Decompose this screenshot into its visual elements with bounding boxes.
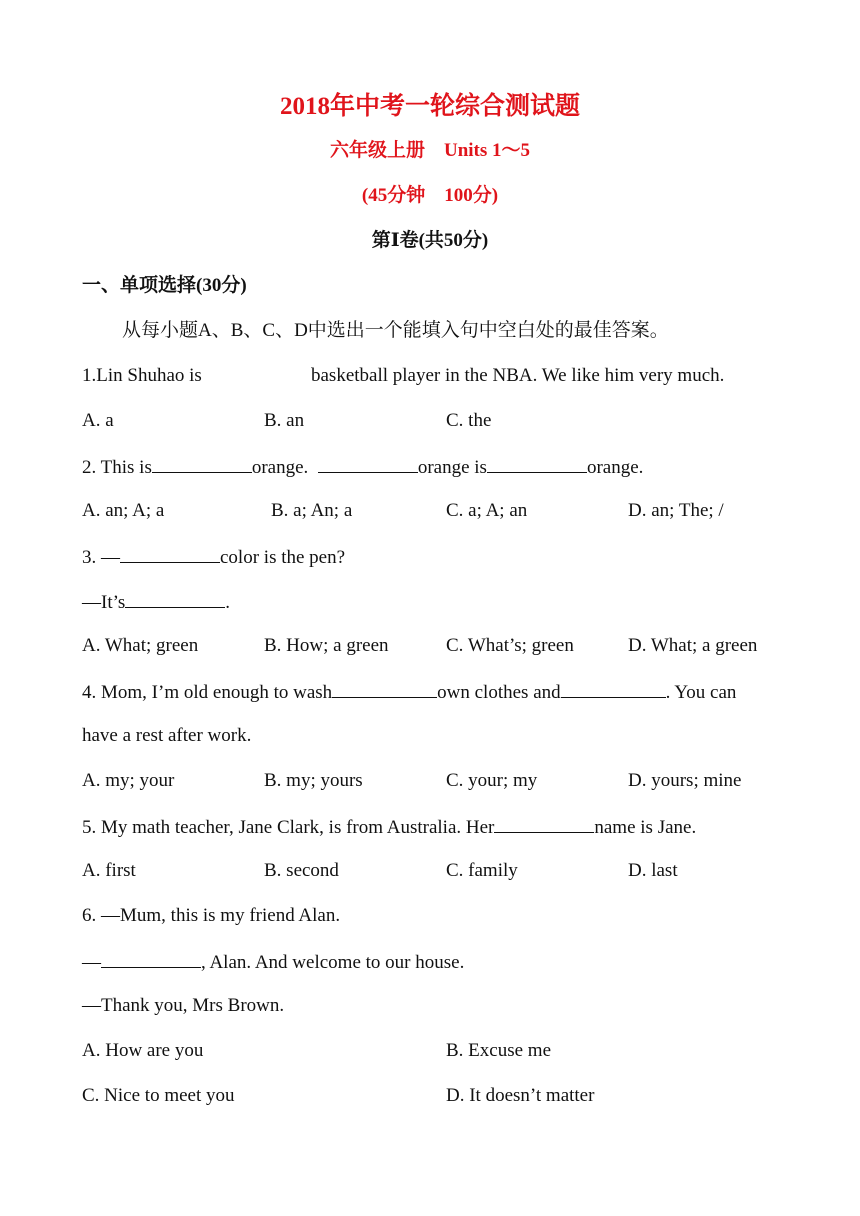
answer-blank[interactable] (332, 679, 437, 698)
question-2-option-d[interactable]: D. an; The; / (628, 500, 724, 521)
answer-blank[interactable] (152, 454, 252, 473)
answer-blank[interactable] (101, 949, 201, 968)
question-6-reply-text: , Alan. And welcome to our house. (201, 952, 465, 973)
question-4-text-1: 4. Mom, I’m old enough to wash (82, 682, 333, 703)
question-6-option-d[interactable]: D. It doesn’t matter (446, 1085, 595, 1106)
question-3-option-b[interactable]: B. How; a green (264, 635, 389, 656)
question-1-option-b[interactable]: B. an (264, 410, 305, 431)
answer-blank[interactable] (561, 679, 666, 698)
answer-blank[interactable] (494, 814, 594, 833)
question-3-option-a[interactable]: A. What; green (82, 635, 199, 656)
question-5-option-b[interactable]: B. second (264, 860, 339, 881)
question-6-option-c[interactable]: C. Nice to meet you (82, 1085, 235, 1106)
question-4-option-d[interactable]: D. yours; mine (628, 770, 742, 791)
question-1-option-c[interactable]: C. the (446, 410, 492, 431)
exam-title: 2018年中考一轮综合测试题 (279, 93, 580, 120)
answer-blank[interactable] (125, 589, 225, 608)
answer-blank[interactable] (487, 454, 587, 473)
answer-blank[interactable] (120, 544, 220, 563)
question-5-option-c[interactable]: C. family (446, 860, 518, 881)
question-6-response: —Thank you, Mrs Brown. (82, 995, 285, 1016)
question-4-option-c[interactable]: C. your; my (446, 770, 538, 791)
question-4-stem (82, 679, 736, 705)
question-3-reply (82, 589, 230, 615)
question-6-stem: 6. —Mum, this is my friend Alan. (82, 905, 341, 926)
question-4-option-b[interactable]: B. my; yours (264, 770, 363, 791)
question-1-stem-b: basketball player in the NBA. We like him very much. (311, 365, 725, 386)
question-6-reply (82, 949, 464, 975)
section-instruction: 从每小题A、B、C、D中选出一个能填入句中空白处的最佳答案。 (122, 320, 669, 341)
volume-heading: 第Ⅰ卷(共50分) (371, 230, 489, 251)
question-5-text-1: 5. My math teacher, Jane Clark, is from Australia. Her (82, 817, 495, 838)
question-4-stem-cont: have a rest after work. (82, 725, 252, 746)
question-1-stem-a: 1.Lin Shuhao is (82, 365, 202, 386)
question-6-option-b[interactable]: B. Excuse me (446, 1040, 552, 1061)
exam-time-score: (45分钟 100分) (361, 185, 499, 206)
question-3-stem (82, 544, 345, 570)
question-2-text-1: 2. This is (82, 457, 152, 478)
question-1-stem (82, 364, 202, 388)
question-2-text-4: orange. (586, 457, 644, 478)
question-6-option-a[interactable]: A. How are you (82, 1040, 204, 1061)
question-2-option-c[interactable]: C. a; A; an (446, 500, 528, 521)
question-3-reply-end: . (225, 592, 231, 613)
question-3-reply-text: —It’s (82, 592, 126, 613)
answer-blank[interactable] (318, 454, 418, 473)
question-5-option-a[interactable]: A. first (82, 860, 136, 881)
question-2-stem (82, 454, 643, 480)
question-3-option-c[interactable]: C. What’s; green (446, 635, 574, 656)
question-6-reply-dash: — (82, 952, 101, 973)
question-2-text-2: orange. (251, 457, 309, 478)
question-2-option-b[interactable]: B. a; An; a (271, 500, 353, 521)
question-5-stem (82, 814, 696, 840)
question-4-text-2: own clothes and (437, 682, 561, 703)
section-title: 一、单项选择(30分) (82, 275, 247, 296)
question-5-option-d[interactable]: D. last (628, 860, 678, 881)
question-4-text-3: . You can (665, 682, 737, 703)
question-4-option-a[interactable]: A. my; your (82, 770, 175, 791)
question-2-text-3: orange is (417, 457, 487, 478)
question-3-text-1: 3. — (82, 547, 120, 568)
question-1-option-a[interactable]: A. a (82, 410, 114, 431)
question-3-text-2: color is the pen? (220, 547, 346, 568)
question-5-text-2: name is Jane. (594, 817, 697, 838)
question-2-option-a[interactable]: A. an; A; a (82, 500, 165, 521)
question-3-option-d[interactable]: D. What; a green (628, 635, 758, 656)
exam-subtitle: 六年级上册 Units 1～5 (329, 140, 531, 161)
